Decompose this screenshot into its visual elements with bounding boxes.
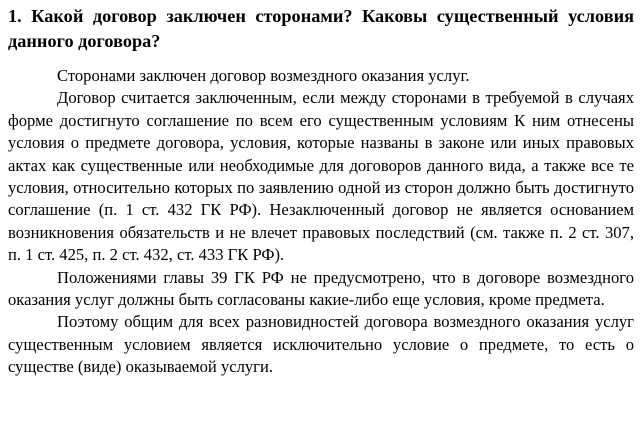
question-heading: 1. Какой договор заключен сторонами? Каковы существенный условия данного договора? <box>8 6 634 51</box>
paragraph-chapter-39: Положениями главы 39 ГК РФ не предусмотрено, что в договоре возмездного оказания услуг должны быть согласованы какие-либо еще условия, кроме предмета. <box>8 267 634 310</box>
paragraph-contract-conclusion: Договор считается заключенным, если между сторонами в требуемой в случаях форме достигнуто соглашение по всем его существенным условиям К ним отнесены условия о предмете договора, условия, которые названы в законе или иных правовых актах как существенные или необходимые для договоров данного вида, а также все те условия, относительно которых по заявлению одной из сторон должно быть достигнуто соглашение (п. 1 ст. 432 ГК РФ). Незаключенный договор не является основанием возникновения обязательств и не влечет правовых последствий (см. также п. 2 ст. 307, п. 1 ст. 425, п. 2 ст. 432, ст. 433 ГК РФ). <box>8 88 634 265</box>
paragraph-essential-condition: Поэтому общим для всех разновидностей договора возмездного оказания услуг существенным условием является исключительно условие о предмете, то есть о существе (виде) оказываемой услуги. <box>8 312 634 377</box>
paragraph-contract-type: Сторонами заключен договор возмездного оказания услуг. <box>57 66 470 85</box>
